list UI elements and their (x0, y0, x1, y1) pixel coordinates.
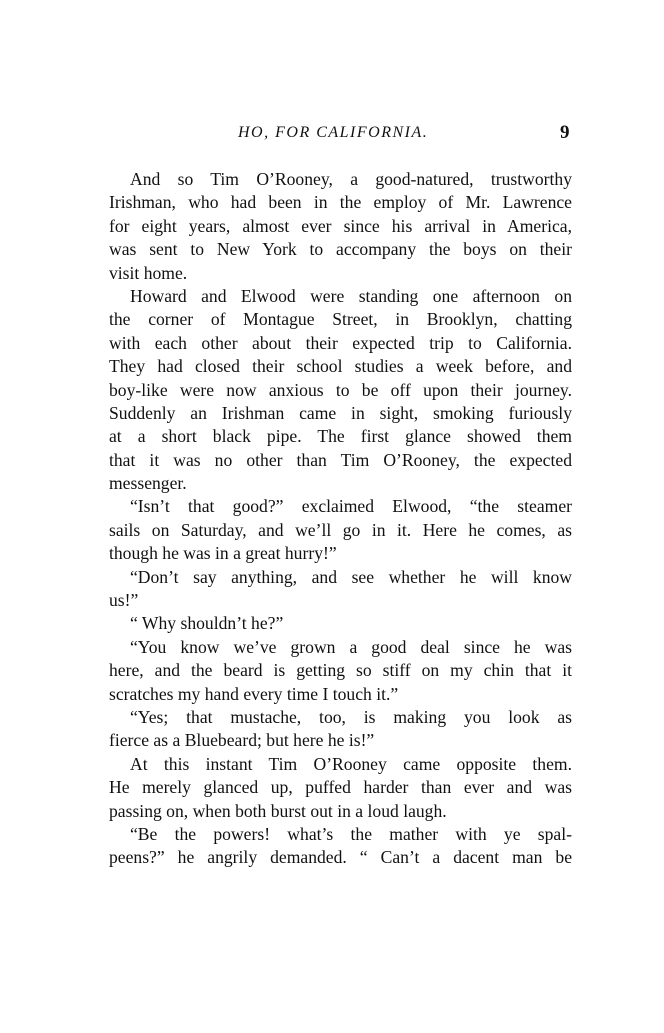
text-line: “Be the powers! what’s the mather with ye spal- (130, 823, 572, 844)
text-line: messenger. (109, 473, 187, 494)
text-line: passing on, when both burst out in a loud laugh. (109, 800, 447, 821)
text-line: sails on Saturday, and we’ll go in it. Here he comes, as (109, 519, 572, 540)
text-line: the corner of Montague Street, in Brooklyn, chatting (109, 309, 572, 330)
body-text (109, 168, 572, 870)
running-head: HO, FOR CALIFORNIA. (238, 124, 429, 141)
text-line: boy-like were now anxious to be off upon their journey. (109, 379, 572, 400)
text-line: though he was in a great hurry!” (109, 543, 337, 564)
text-line: “Yes; that mustache, too, is making you look as (130, 706, 572, 727)
text-line: Howard and Elwood were standing one afternoon on (130, 285, 572, 306)
text-line: was sent to New York to accompany the boys on their (109, 239, 572, 260)
text-line: that it was no other than Tim O’Rooney, the expected (109, 449, 572, 470)
text-line: “ Why shouldn’t he?” (130, 613, 284, 634)
text-line: And so Tim O’Rooney, a good-natured, trustworthy (130, 169, 572, 189)
text-line: us!” (109, 590, 139, 611)
text-line: “Don’t say anything, and see whether he will know (130, 566, 572, 587)
text-line: Irishman, who had been in the employ of Mr. Lawrence (109, 192, 572, 213)
text-line: He merely glanced up, puffed harder than ever and was (109, 777, 572, 798)
text-line: here, and the beard is getting so stiff on my chin that it (109, 660, 572, 681)
text-line: at a short black pipe. The first glance showed them (109, 426, 572, 447)
text-line: visit home. (109, 262, 188, 283)
page-number: 9 (560, 122, 570, 143)
text-line: peens?” he angrily demanded. “ Can’t a dacent man be (109, 847, 572, 868)
text-line: for eight years, almost ever since his arrival in America, (109, 215, 572, 236)
text-line: “You know we’ve grown a good deal since he was (130, 636, 572, 657)
text-line: At this instant Tim O’Rooney came opposite them. (130, 753, 572, 774)
text-line: “Isn’t that good?” exclaimed Elwood, “the steamer (130, 496, 572, 517)
page-header (0, 124, 664, 148)
text-line: fierce as a Bluebeard; but here he is!” (109, 730, 375, 751)
text-line: scratches my hand every time I touch it.” (109, 683, 399, 704)
text-line: They had closed their school studies a week before, and (109, 356, 572, 377)
text-line: with each other about their expected trip to California. (109, 332, 572, 353)
text-line: Suddenly an Irishman came in sight, smoking furiously (109, 402, 572, 423)
